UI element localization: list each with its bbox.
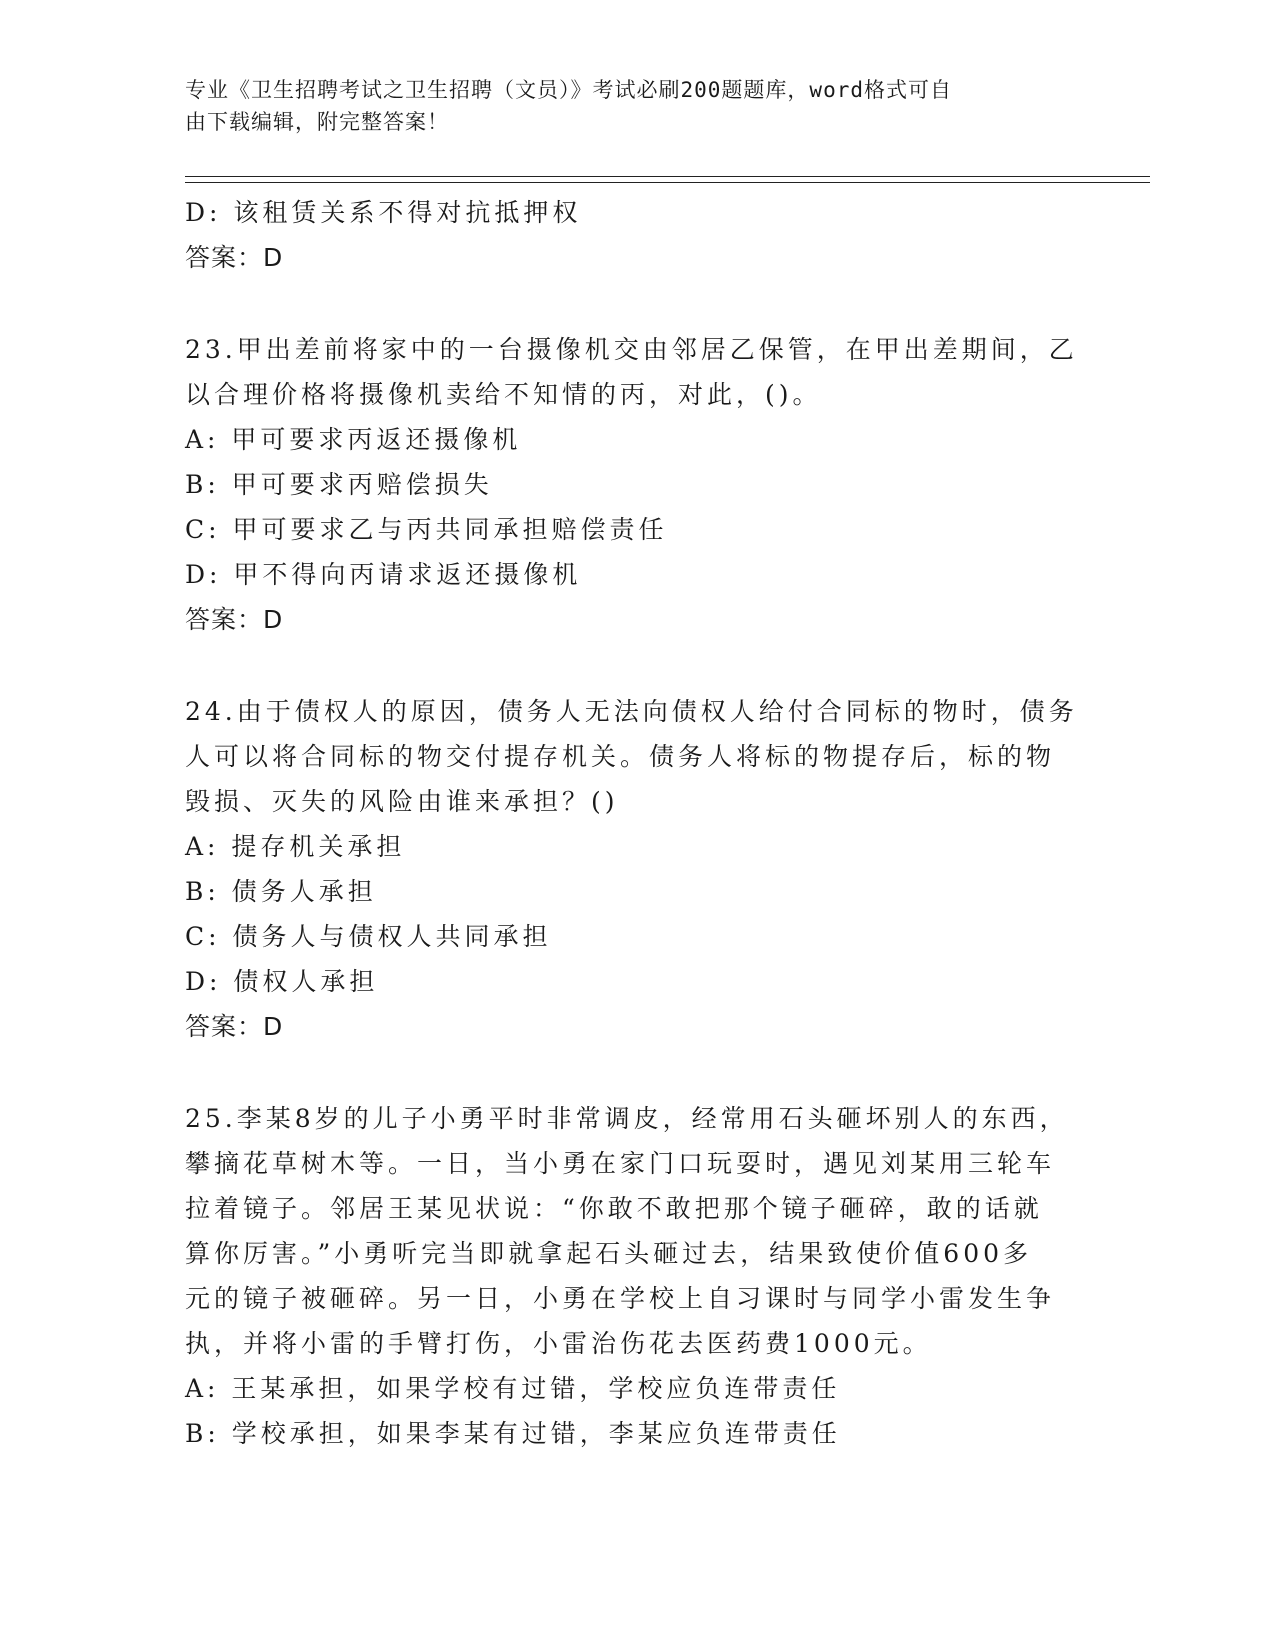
question-23-line-1: 23.甲出差前将家中的一台摄像机交由邻居乙保管，在甲出差期间，乙	[185, 335, 1078, 364]
question-25-line-1: 25.李某8岁的儿子小勇平时非常调皮，经常用石头砸坏别人的东西，	[185, 1104, 1069, 1133]
question-23-option-b: B: 甲可要求丙赔偿损失	[185, 470, 493, 499]
question-25-line-2: 攀摘花草树木等。一日，当小勇在家门口玩耍时，遇见刘某用三轮车	[185, 1149, 1056, 1178]
question-25-line-3: 拉着镜子。邻居王某见状说：“你敢不敢把那个镜子砸碎，敢的话就	[185, 1194, 1043, 1223]
question-24-option-a: A: 提存机关承担	[185, 832, 406, 861]
question-23	[185, 327, 1085, 642]
spacer	[185, 1049, 1085, 1096]
document-header	[185, 74, 1065, 138]
spacer	[185, 280, 1085, 327]
question-24-option-d: D: 债权人承担	[185, 967, 379, 996]
question-25-line-4: 算你厉害。”小勇听完当即就拿起石头砸过去，结果致使价值600多	[185, 1239, 1033, 1268]
question-25-line-6: 执，并将小雷的手臂打伤，小雷治伤花去医药费1000元。	[185, 1329, 932, 1358]
question-25-option-b: B: 学校承担，如果李某有过错，李某应负连带责任	[185, 1419, 841, 1448]
header-divider-top	[185, 176, 1150, 177]
prev-answer: 答案：D	[185, 243, 284, 272]
document-body	[185, 190, 1085, 1456]
question-24-option-b: B: 债务人承担	[185, 877, 377, 906]
question-23-option-a: A: 甲可要求丙返还摄像机	[185, 425, 522, 454]
question-24-option-c: C: 债务人与债权人共同承担	[185, 922, 552, 951]
spacer	[185, 642, 1085, 689]
header-line-2: 由下载编辑，附完整答案！	[185, 110, 449, 134]
question-25	[185, 1096, 1085, 1456]
question-24-line-2: 人可以将合同标的物交付提存机关。债务人将标的物提存后，标的物	[185, 742, 1056, 771]
header-divider-bottom	[185, 182, 1150, 183]
question-23-option-c: C: 甲可要求乙与丙共同承担赔偿责任	[185, 515, 668, 544]
question-24-answer: 答案：D	[185, 1012, 284, 1041]
question-24	[185, 689, 1085, 1049]
question-23-answer: 答案：D	[185, 605, 284, 634]
question-24-line-1: 24.由于债权人的原因，债务人无法向债权人给付合同标的物时，债务	[185, 697, 1078, 726]
question-25-option-a: A: 王某承担，如果学校有过错，学校应负连带责任	[185, 1374, 841, 1403]
question-23-option-d: D: 甲不得向丙请求返还摄像机	[185, 560, 582, 589]
header-line-1: 专业《卫生招聘考试之卫生招聘（文员）》考试必刷200题题库，word格式可自	[185, 78, 952, 102]
prev-option-d: D: 该租赁关系不得对抗抵押权	[185, 198, 582, 227]
question-24-line-3: 毁损、灭失的风险由谁来承担？()	[185, 787, 619, 816]
question-23-line-2: 以合理价格将摄像机卖给不知情的丙，对此，()。	[185, 380, 822, 409]
question-25-line-5: 元的镜子被砸碎。另一日，小勇在学校上自习课时与同学小雷发生争	[185, 1284, 1056, 1313]
